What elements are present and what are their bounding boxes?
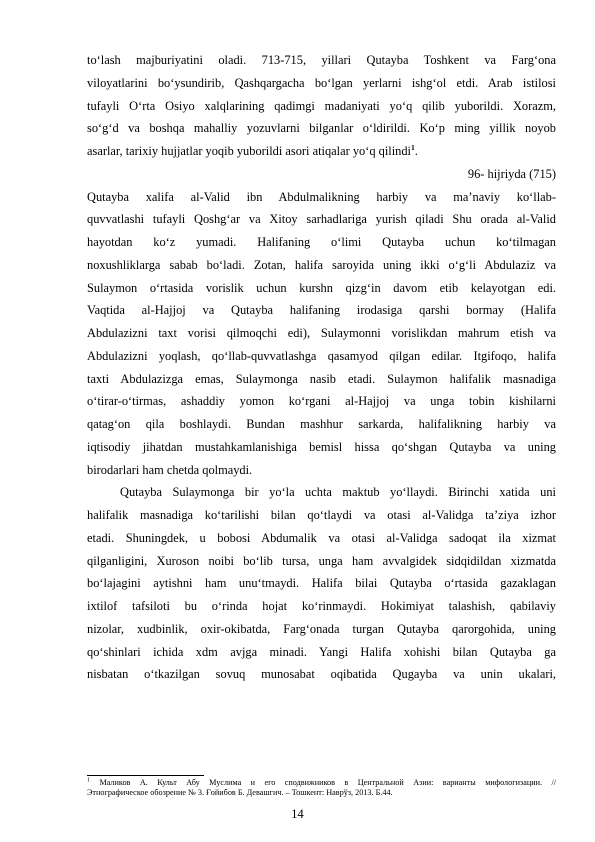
footnote-mark: 1 xyxy=(87,777,90,784)
text-line: taxti Abdulazizga emas, Sulaymonga nasib etadi. Sulaymon halifalik masnadiga xyxy=(87,371,556,386)
text-line: iqtisodiy jihatdan mustahkamlanishiga bemisl hissa qo‘shgan Qutayba va uning xyxy=(87,439,556,454)
text-line: birodarlari ham chetda qolmaydi. xyxy=(87,462,253,477)
text-line: qatag‘on qila boshlaydi. Bundan mashhur sarkarda, halifalikning harbiy va xyxy=(87,417,556,431)
text-line: halifalik masnadiga ko‘tarilishi bilan qo‘tlaydi va otasi al-Validga ta’ziya izhor xyxy=(87,508,556,522)
text-line: o‘tirar-o‘tirmas, ashaddiy yomon ko‘rgani al-Hajjoj va unga tobin kishilarni xyxy=(87,394,556,409)
text-line: Sulaymon o‘rtasida vorislik uchun kurshn qizg‘in davom etib kelayotgan edi. xyxy=(87,280,556,295)
footnote-divider xyxy=(87,775,204,776)
text-line: Qutayba xalifa al-Valid ibn Abdulmalikning harbiy va ma’naviy ko‘llab- xyxy=(87,189,556,204)
text-line: quvvatlashi tufayli Qoshg‘ar va Xitoy sarhadlariga yurish qiladi Shu orada al-Valid xyxy=(87,212,556,227)
footnote-text: Маликов А. Культ Абу Муслима и его сподвижников в Центральной Азии: варианты мифологизации. // xyxy=(99,778,557,787)
text-line: Abdulazizni yoqlash, qo‘llab-quvvatlashga qasamyod qilgan edilar. Itgifoqo, halifa xyxy=(87,348,556,363)
footnote-line xyxy=(87,778,556,788)
text-line: etadi. Shuningdek, u bobosi Abdumalik va otasi al-Validga sadoqat ila xizmat xyxy=(87,530,556,545)
text-line: so‘g‘d va boshqa mahalliy yozuvlarni bilganlar o‘ldirildi. Ko‘p ming yillik noyob xyxy=(87,121,556,136)
text-line: viloyatlarini bo‘ysundirib, Qashqargacha bo‘lgan yerlarni ishg‘ol etdi. Arab istilosi xyxy=(87,75,556,90)
paragraph-first-line: Qutayba Sulaymonga bir yo‘la uchta maktub yo‘llaydi. Birinchi xatida uni xyxy=(120,485,556,500)
text-line: noxushliklarga sabab bo‘ladi. Zotan, halifa saroyida uning ikki o‘g‘li Abdulaziz va xyxy=(87,257,556,272)
text-line: Abdulazizni taxt vorisi qilmoqchi edi), Sulaymonni vorislikdan mahrum etish va xyxy=(87,326,556,340)
text-line: nizolar, xudbinlik, oxir-okibatda, Farg‘onada turgan Qutayba qarorgohida, uning xyxy=(87,621,556,636)
footnote-reference[interactable]: 1 xyxy=(410,142,415,152)
text-line: qilganligini, Xuroson noibi bo‘lib tursa, unga ham avvalgidek sidqidildan xizmatda xyxy=(87,553,556,568)
text-line: to‘lash majburiyatini oladi. 713-715, yillari Qutayba Toshkent va Farg‘ona xyxy=(87,53,556,67)
text-line: tufayli O‘rta Osiyo xalqlarining qadimgi madaniyati yo‘q qilib yuborildi. Xorazm, xyxy=(87,98,556,113)
document-body xyxy=(87,49,556,686)
text-line: qo‘shinlari ichida xdm avjga minadi. Yangi Halifa xohishi bilan Qutayba ga xyxy=(87,644,556,659)
text-line: 96- hijriyda (715) xyxy=(467,166,556,181)
text-line: bo‘lajagini aytishni ham unu‘tmaydi. Halifa bilai Qutayba o‘rtasida gazaklagan xyxy=(87,576,556,591)
text-line: nisbatan o‘tkazilgan sovuq munosabat oqibatida Qugayba va unin ukalari, xyxy=(87,667,556,682)
footnote xyxy=(87,775,556,799)
text-line: Vaqtida al-Hajjoj va Qutayba halifaning irodasiga qarshi bormay (Halifa xyxy=(87,303,556,318)
text-line: hayotdan ko‘z yumadi. Halifaning o‘limi Qutayba uchun ko‘tilmagan xyxy=(87,235,556,249)
text-line-with-footnote-ref: asarlar, tarixiy hujjatlar yoqib yuborildi asori atiqalar yo‘q qilindi$^1$. xyxy=(87,142,418,158)
page-number: 14 xyxy=(291,807,304,821)
text-line: ixtilof tafsiloti bu o‘rinda hojat ko‘rinmaydi. Hokimiyat talashish, qabilaviy xyxy=(87,599,556,613)
footnote-line: Этнографическое обозрение № 3. Ғойибов Б. Девашгич. – Тошкент: Наврўз, 2013. Б.44. xyxy=(87,788,393,798)
text-line-content: asarlar, tarixiy hujjatlar yoqib yuborildi asori atiqalar yo‘q qilindi xyxy=(87,144,411,158)
